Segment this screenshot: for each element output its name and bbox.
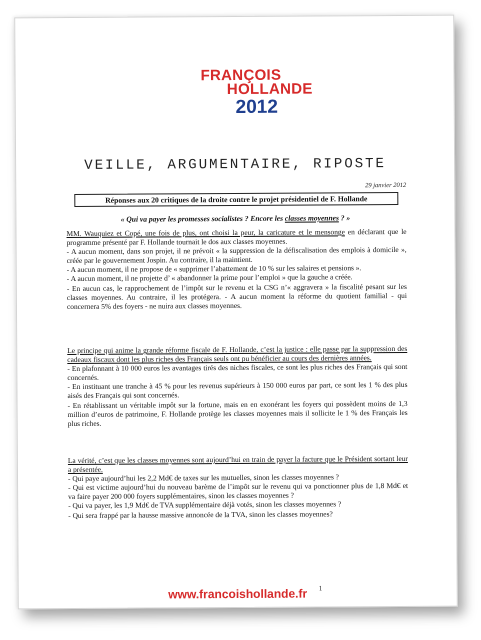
- logo-line-first-name: FRANÇOIS: [200, 66, 282, 85]
- question-suffix: ? »: [338, 213, 351, 223]
- question-line: [16, 213, 454, 225]
- section-middle-class-bill: [68, 454, 408, 520]
- boxed-subtitle: Réponses aux 20 critiques de la droite contre le projet présidentiel de F. Hollande: [74, 192, 398, 207]
- document-page: [14, 15, 458, 610]
- section-paragraph: - Qui paye aujourd’hui les 2,2 Md€ de taxes sur les mutuelles, sinon les classes moyennes ?: [67, 472, 339, 484]
- section-lead: MM. Wauquiez et Copé, une fois de plus, ont choisi la peur, la caricature et le mensonge: [66, 227, 345, 239]
- section-paragraph: - En rétablissant un véritable impôt sur la fortune, mais en en exonérant les foyers qui possèdent moins de 1,3 million d’euros de patrimoine, F. Hollande protège les classes moyennes mais il sollicite le 1 % des Français les plus riches.: [67, 398, 408, 428]
- section-paragraph: - En plafonnant à 10 000 euros les avantages tirés des niches fiscales, ce sont les plus riches des Français qui sont concernés.: [67, 362, 408, 383]
- document-date: 29 janvier 2012: [365, 181, 407, 190]
- section-paragraph: - A aucun moment, il ne propose de « supprimer l’abattement de 10 % sur les salaires et pensions ».: [66, 263, 362, 275]
- campaign-logo: [197, 66, 317, 119]
- logo-line-last-name: HOLLANDE: [226, 80, 313, 99]
- section-wauquiez-cope: [66, 227, 406, 311]
- section-paragraph: - En instituant une tranche à 45 % pour les revenus supérieurs à 150 000 euros par part, ce sont les 1 % des plus aisés des Français qui sont concernés.: [67, 380, 408, 401]
- footer-website-link[interactable]: www.francoishollande.fr: [168, 586, 308, 602]
- section-paragraph: - A aucun moment, il ne projette d’ « abandonner la prime pour l’emploi » que la gauche a créée.: [66, 272, 353, 284]
- section-paragraph: - En aucun cas, le rapprochement de l’impôt sur le revenu et la CSG n’« aggravera » la fiscalité pesant sur les classes moyennes. Au contraire, il les protégera. - A aucun moment la réforme du quotient familial - qui concernera 5% des foyers - ne nuira aux classes moyennes.: [66, 281, 407, 311]
- section-lead: La vérité, c’est que les classes moyennes sont aujourd’hui en train de payer la facture que le Président sortant leur a présentée.: [67, 453, 408, 475]
- page-title: VEILLE, ARGUMENTAIRE, RIPOSTE: [84, 156, 386, 174]
- section-paragraph: - Qui est victime aujourd’hui du nouveau barème de l’impôt sur le revenu qui va ponctionner plus de 1,8 Md€ et va faire payer 200 000 foyers supplémentaires, sinon les classes moyennes ?: [68, 481, 409, 502]
- section-paragraph: - Qui sera frappé par la hausse massive annoncée de la TVA, sinon les classes moyennes?: [68, 508, 333, 520]
- question-keyword: classes moyennes: [284, 213, 339, 223]
- section-paragraph: [66, 227, 406, 247]
- section-lead-rest: en déclarant que le programme présenté par F. Hollande tournait le dos aux classes moyennes.: [66, 226, 407, 248]
- section-paragraph: - A aucun moment, dans son projet, il ne prévoit « la suppression de la défiscalisation des emplois à domicile », créée par le gouvernement Jospin. Au contraire, il la maintient.: [66, 245, 407, 266]
- section-lead: Le principe qui anime la grande réforme fiscale de F. Hollande, c’est la justice : elle passe par la suppression des cadeaux fiscaux dont les plus riches des Français seuls ont pu bénéficier au cours des dernières années.: [67, 343, 408, 365]
- logo-line-year: 2012: [235, 96, 278, 118]
- page-number: 1: [318, 584, 323, 593]
- section-fiscal-justice: [67, 344, 407, 428]
- section-paragraph: - Qui va payer, les 1,9 Md€ de TVA supplémentaire déjà votés, sinon les classes moyennes ?: [68, 499, 342, 511]
- question-prefix: « Qui va payer les promesses socialistes ? Encore les: [120, 213, 285, 224]
